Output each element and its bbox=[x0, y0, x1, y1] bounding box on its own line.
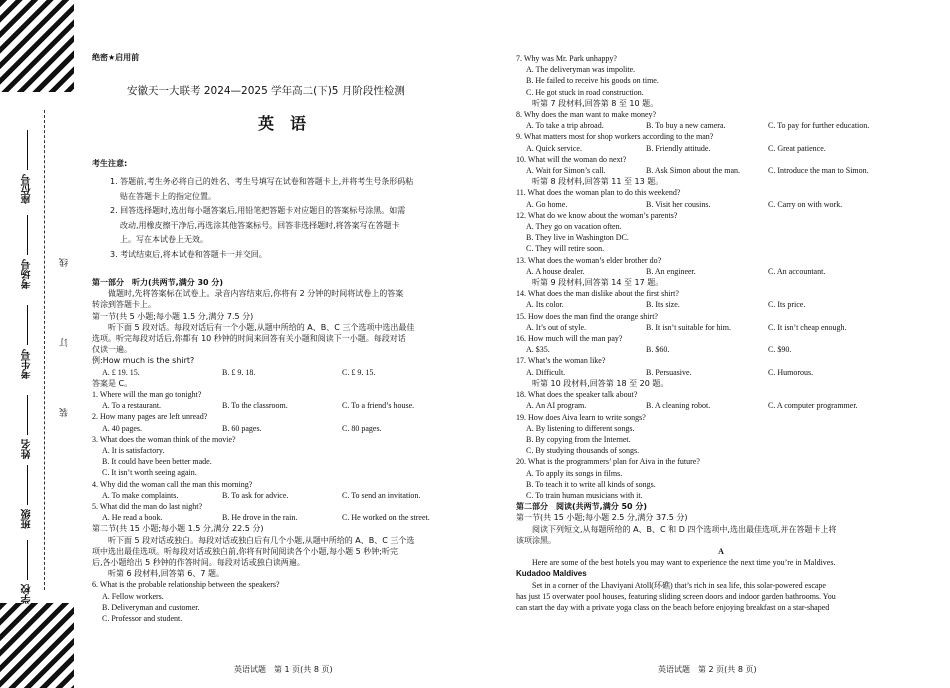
example-question: 例:How much is the shirt? bbox=[92, 356, 195, 366]
option: C. A computer programmer. bbox=[768, 401, 858, 411]
option: A. 40 pages. bbox=[102, 423, 142, 433]
option: C. To send an invitation. bbox=[342, 490, 421, 500]
name-field: 姓名 bbox=[20, 395, 35, 459]
passage-intro: Here are some of the best hotels you may want to experience the next time you’re in Maldives. bbox=[532, 558, 836, 568]
notice-line: 1. 答题前,考生务必将自己的姓名、考生号填写在试卷和答题卡上,并将考生号条形码粘 bbox=[110, 177, 414, 187]
intro-line: 转涂到答题卡上。 bbox=[92, 300, 156, 310]
option: A. Difficult. bbox=[526, 367, 566, 377]
notice-line: 2. 回答选择题时,选出每小题答案后,用铅笔把答题卡对应题目的答案标号涂黑。如需 bbox=[110, 206, 406, 216]
option: C. Carry on with work. bbox=[768, 199, 843, 209]
material-note: 听第 6 段材料,回答第 6、7 题。 bbox=[108, 569, 224, 579]
material-note: 听第 8 段材料,回答第 11 至 13 题。 bbox=[532, 177, 664, 187]
passage-line: Set in a corner of the Lhaviyani Atoll(环礁) that’s rich in sea life, this solar-powered escape bbox=[532, 580, 826, 590]
intro-line: 选项。听完每段对话后,你都有 10 秒钟的时间来回答有关小题和阅读下一小题。每段对话 bbox=[92, 334, 406, 344]
intro-line: 后,各小题给出 5 秒钟的作答时间。每段对话或独白读两遍。 bbox=[92, 558, 305, 568]
page-footer: 英语试题 第 2 页(共 8 页) bbox=[658, 665, 757, 674]
question-options bbox=[516, 143, 926, 154]
option: B. A cleaning robot. bbox=[646, 401, 711, 411]
page2-body bbox=[516, 53, 926, 613]
cut-mark-bind: 订 bbox=[60, 338, 70, 347]
question: 7. Why was Mr. Park unhappy? bbox=[516, 54, 617, 63]
option: B. Ask Simon about the man. bbox=[646, 166, 740, 176]
option: A. Quick service. bbox=[526, 143, 582, 153]
question-options bbox=[516, 120, 926, 131]
class-field: 班级 bbox=[20, 465, 35, 529]
option: C. To train human musicians with it. bbox=[526, 490, 643, 500]
option: B. To buy a new camera. bbox=[646, 121, 726, 131]
question-options bbox=[516, 266, 926, 277]
option: A. A house dealer. bbox=[526, 266, 585, 276]
option: A. Fellow workers. bbox=[102, 591, 164, 601]
option: A. It is satisfactory. bbox=[102, 446, 165, 456]
question: 9. What matters most for shop workers according to the man? bbox=[516, 132, 714, 142]
cut-mark-pack: 装 bbox=[60, 408, 70, 417]
option: A. Its color. bbox=[526, 300, 564, 310]
option: B. $60. bbox=[646, 345, 670, 355]
intro-line: 项中选出最佳选项。听每段对话或独白前,你将有时间阅读各个小题,每小题 5 秒钟;听完 bbox=[92, 546, 398, 556]
seat-number-field: 座位号 bbox=[20, 130, 35, 204]
student-number-field: 考生号 bbox=[20, 305, 35, 379]
option: A. Wait for Simon’s call. bbox=[526, 166, 606, 176]
option: A. $35. bbox=[526, 345, 550, 355]
notice-line: 改动,用橡皮擦干净后,再选涂其他答案标号。回答非选择题时,将答案写在答题卡 bbox=[120, 220, 400, 230]
confidential-label: 绝密★启用前 bbox=[92, 53, 140, 62]
question: 2. How many pages are left unread? bbox=[92, 412, 208, 422]
option: C. It isn’t worth seeing again. bbox=[102, 468, 197, 478]
question: 15. How does the man find the orange shirt? bbox=[516, 311, 658, 321]
option: B. To teach it to write all kinds of songs. bbox=[526, 479, 656, 489]
option: A. To make complaints. bbox=[102, 490, 179, 500]
question: 13. What does the woman’s elder brother do? bbox=[516, 255, 662, 265]
notice-block bbox=[92, 158, 480, 262]
material-note: 听第 10 段材料,回答第 18 至 20 题。 bbox=[532, 378, 669, 388]
example-options bbox=[92, 367, 480, 378]
question-options bbox=[516, 199, 926, 210]
part1-title: 第一部分 听力(共两节,满分 30 分) bbox=[92, 278, 224, 287]
page-footer: 英语试题 第 1 页(共 8 页) bbox=[234, 665, 333, 674]
option: A. Go home. bbox=[526, 199, 568, 209]
intro-line: 做题时,先将答案标在试卷上。录音内容结束后,你将有 2 分钟的时间将试卷上的答案 bbox=[108, 289, 404, 299]
cut-mark-line: 线 bbox=[60, 258, 70, 267]
question: 4. Why did the woman call the man this morning? bbox=[92, 479, 253, 489]
option: B. £ 9. 18. bbox=[222, 367, 256, 377]
option: B. Friendly attitude. bbox=[646, 143, 711, 153]
part2-title: 第二部分 阅读(共两节,满分 50 分) bbox=[516, 502, 648, 512]
option: C. An accountant. bbox=[768, 266, 826, 276]
option: B. By copying from the Internet. bbox=[526, 434, 631, 444]
question-options bbox=[516, 400, 926, 411]
option: A. To a restaurant. bbox=[102, 401, 162, 411]
question: 19. How does Aiva learn to write songs? bbox=[516, 412, 646, 422]
intro-line: 阅读下列短文,从每题所给的 A、B、C 和 D 四个选项中,选出最佳选项,并在答题卡上将 bbox=[532, 524, 837, 534]
option: B. 60 pages. bbox=[222, 423, 262, 433]
question-options bbox=[92, 490, 480, 501]
intro-line: 听下面 5 段对话或独白。每段对话或独白后有几个小题,从题中所给的 A、B、C 三个选 bbox=[108, 535, 415, 545]
question-options bbox=[516, 344, 926, 355]
question-options bbox=[516, 165, 926, 176]
question: 20. What is the programmers’ plan for Aiva in the future? bbox=[516, 457, 700, 467]
question: 10. What will the woman do next? bbox=[516, 154, 627, 164]
option: C. 80 pages. bbox=[342, 423, 382, 433]
question: 8. Why does the man want to make money? bbox=[516, 110, 657, 120]
option: C. Its price. bbox=[768, 300, 806, 310]
binding-line bbox=[44, 110, 45, 590]
option: B. It isn’t suitable for him. bbox=[646, 322, 731, 332]
option: A. An AI program. bbox=[526, 401, 587, 411]
question: 12. What do we know about the woman’s parents? bbox=[516, 210, 678, 220]
section1-title: 第一节(共 5 小题;每小题 1.5 分,满分 7.5 分) bbox=[92, 311, 254, 321]
question: 18. What does the speaker talk about? bbox=[516, 390, 638, 400]
option: A. To apply its songs in films. bbox=[526, 468, 623, 478]
option: B. Visit her cousins. bbox=[646, 199, 711, 209]
exam-title: 安徽天一大联考 2024—2025 学年高二(下)5 月阶段性检测 bbox=[127, 85, 405, 97]
question-options bbox=[92, 512, 480, 523]
part2-section1-title: 第一节(共 15 小题;每小题 2.5 分,满分 37.5 分) bbox=[516, 513, 688, 523]
option: B. Deliveryman and customer. bbox=[102, 602, 200, 612]
question: 5. What did the man do last night? bbox=[92, 502, 203, 512]
option: B. Persuasive. bbox=[646, 367, 692, 377]
option: B. It could have been better made. bbox=[102, 457, 212, 467]
notice-line: 贴在答题卡上的指定位置。 bbox=[120, 191, 216, 201]
option: C. Introduce the man to Simon. bbox=[768, 166, 869, 176]
passage-letter: A bbox=[718, 546, 724, 556]
question: 11. What does the woman plan to do this weekend? bbox=[516, 188, 681, 198]
question-options bbox=[516, 367, 926, 378]
question: 6. What is the probable relationship between the speakers? bbox=[92, 580, 280, 590]
option: C. He got stuck in road construction. bbox=[526, 87, 644, 97]
option: C. Great patience. bbox=[768, 143, 826, 153]
option: C. By studying thousands of songs. bbox=[526, 446, 640, 456]
option: B. To the classroom. bbox=[222, 401, 288, 411]
question: 14. What does the man dislike about the first shirt? bbox=[516, 289, 679, 299]
intro-line: 仅读一遍。 bbox=[92, 345, 132, 355]
question-options bbox=[516, 322, 926, 333]
notice-title: 考生注意: bbox=[92, 159, 128, 168]
option: C. Humorous. bbox=[768, 367, 814, 377]
intro-line: 该项涂黑。 bbox=[516, 535, 556, 545]
question: 3. What does the woman think of the movie? bbox=[92, 434, 236, 444]
option: A. £ 19. 15. bbox=[102, 367, 140, 377]
section2-title: 第二节(共 15 小题;每小题 1.5 分,满分 22.5 分) bbox=[92, 524, 264, 534]
part1 bbox=[92, 277, 480, 624]
question-options bbox=[516, 299, 926, 310]
option: A. They go on vacation often. bbox=[526, 222, 622, 232]
option: C. $90. bbox=[768, 345, 792, 355]
option: B. He drove in the rain. bbox=[222, 513, 298, 523]
material-note: 听第 9 段材料,回答第 14 至 17 题。 bbox=[532, 278, 664, 288]
option: B. They live in Washington DC. bbox=[526, 233, 629, 243]
notice-line: 3. 考试结束后,将本试卷和答题卡一并交回。 bbox=[110, 249, 267, 259]
option: A. The deliveryman was impolite. bbox=[526, 65, 636, 75]
option: B. He failed to receive his goods on time. bbox=[526, 76, 659, 86]
question-options bbox=[92, 400, 480, 411]
passage-line: can start the day with a private yoga class on the beach before enjoying breakfast on a star-shaped bbox=[516, 602, 830, 612]
option: C. He worked on the street. bbox=[342, 513, 430, 523]
option: A. To take a trip abroad. bbox=[526, 121, 604, 131]
option: C. It isn’t cheap enough. bbox=[768, 322, 847, 332]
notice-line: 上。写在本试卷上无效。 bbox=[120, 235, 208, 245]
option: C. They will retire soon. bbox=[526, 244, 605, 254]
hotel-name: Kudadoo Maldives bbox=[516, 569, 587, 579]
option: C. £ 9. 15. bbox=[342, 367, 376, 377]
subject-title: 英 语 bbox=[258, 114, 307, 133]
option: B. To ask for advice. bbox=[222, 490, 289, 500]
option: A. It’s out of style. bbox=[526, 322, 586, 332]
example-answer: 答案是 C。 bbox=[92, 378, 133, 388]
option: B. Its size. bbox=[646, 300, 680, 310]
exam-room-field: 考场号 bbox=[20, 215, 35, 289]
question: 17. What’s the woman like? bbox=[516, 356, 606, 366]
option: C. Professor and student. bbox=[102, 614, 183, 624]
passage-line: has just 15 overwater pool houses, featuring sliding screen doors and indoor garden bathrooms. You bbox=[516, 591, 836, 601]
material-note: 听第 7 段材料,回答第 8 至 10 题。 bbox=[532, 98, 659, 108]
question-options bbox=[92, 423, 480, 434]
option: C. To a friend’s house. bbox=[342, 401, 415, 411]
school-field: 学校 bbox=[20, 540, 35, 604]
binding-margin bbox=[0, 0, 74, 688]
barcode-pattern-bottom bbox=[0, 603, 74, 688]
option: B. An engineer. bbox=[646, 266, 696, 276]
question: 1. Where will the man go tonight? bbox=[92, 390, 202, 400]
option: A. By listening to different songs. bbox=[526, 423, 635, 433]
option: C. To pay for further education. bbox=[768, 121, 870, 131]
question: 16. How much will the man pay? bbox=[516, 334, 623, 344]
intro-line: 听下面 5 段对话。每段对话后有一个小题,从题中所给的 A、B、C 三个选项中选出最佳 bbox=[108, 322, 415, 332]
barcode-pattern-top bbox=[0, 0, 74, 92]
option: A. He read a book. bbox=[102, 513, 163, 523]
